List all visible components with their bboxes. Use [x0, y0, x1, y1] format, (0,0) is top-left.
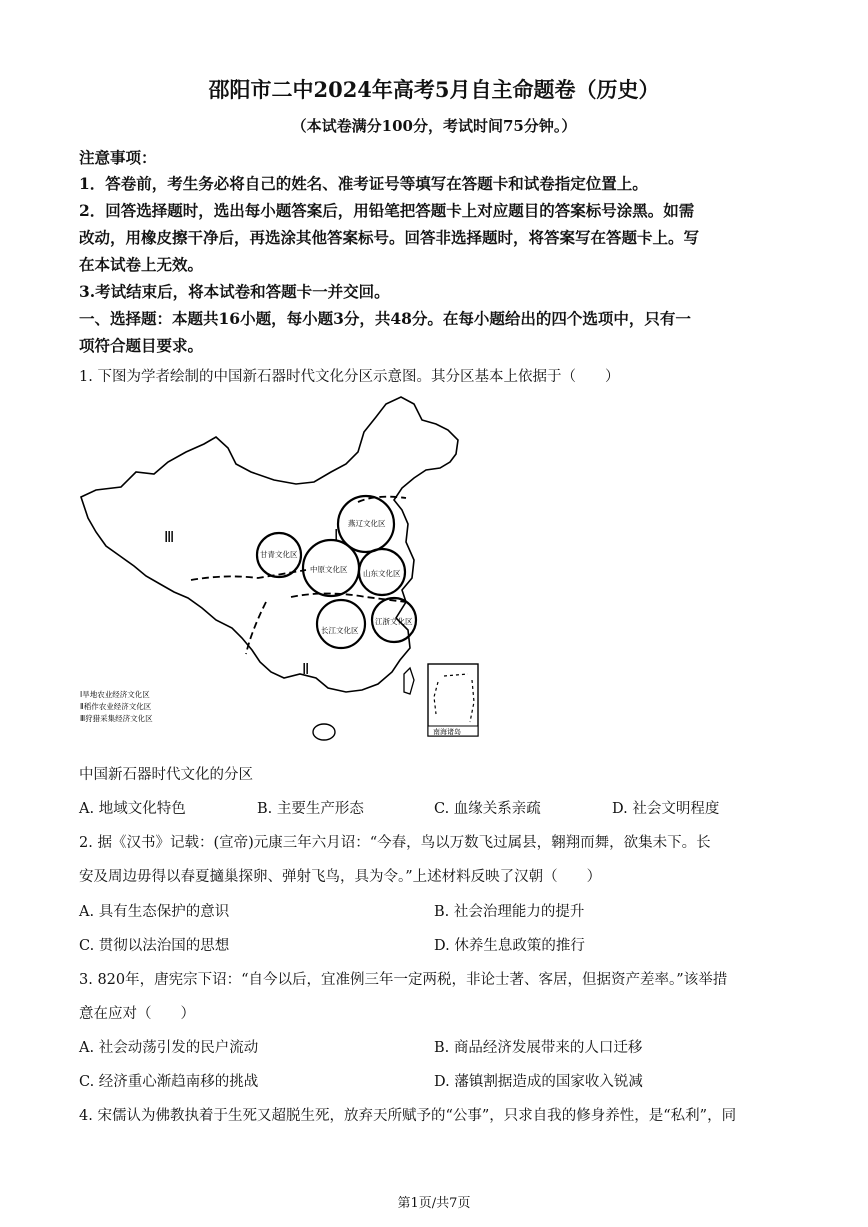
- notice-item: 2．回答选择题时，选出每小题答案后，用铅笔把答题卡上对应题目的答案标号涂黑。如需: [79, 201, 695, 220]
- map-caption: 中国新石器时代文化的分区: [79, 767, 253, 783]
- china-outline: [81, 397, 458, 692]
- question-3-stem: 3. 820年，唐宪宗下诏：“自今以后，宜准例三年一定两税，非论士著、客居，但据资产差率。”该举措: [79, 972, 728, 988]
- question-1-option-c[interactable]: C. 血缘关系亲疏: [434, 801, 541, 817]
- question-1-option-a[interactable]: A. 地域文化特色: [79, 801, 186, 817]
- question-3-stem-cont: 意在应对（ ）: [79, 1006, 195, 1022]
- question-2-option-b[interactable]: B. 社会治理能力的提升: [434, 904, 585, 920]
- culture-area-label: 甘青文化区: [260, 550, 298, 559]
- question-3-option-d[interactable]: D. 藩镇割据造成的国家收入锐减: [434, 1074, 643, 1090]
- question-2-option-a[interactable]: A. 具有生态保护的意识: [79, 904, 230, 920]
- map-legend-item: Ⅱ稻作农业经济文化区: [80, 702, 152, 711]
- question-2-option-d[interactable]: D. 休养生息政策的推行: [434, 938, 585, 954]
- notice-item: 改动，用橡皮擦干净后，再选涂其他答案标号。回答非选择题时，将答案写在答题卡上。写: [79, 228, 700, 247]
- region-label: Ⅰ: [334, 526, 339, 544]
- page-title: 邵阳市二中2024年高考5月自主命题卷（历史）: [208, 77, 660, 102]
- culture-area-label: 江浙文化区: [375, 617, 413, 626]
- page-number: 第1页/共7页: [397, 1196, 471, 1211]
- question-2-stem-cont: 安及周边毋得以春夏擿巢探卵、弹射飞鸟，具为令。”上述材料反映了汉朝（ ）: [79, 869, 602, 885]
- notice-item: 1．答卷前，考生务必将自己的姓名、准考证号等填写在答题卡和试卷指定位置上。: [79, 174, 648, 193]
- notice-heading: 注意事项：: [79, 148, 157, 167]
- neolithic-culture-map: [76, 392, 496, 748]
- notice-item: 3.考试结束后，将本试卷和答题卡一并交回。: [79, 282, 390, 301]
- map-legend-item: Ⅲ狩猎采集经济文化区: [80, 714, 153, 723]
- question-3-option-c[interactable]: C. 经济重心渐趋南移的挑战: [79, 1074, 259, 1090]
- notice-item: 在本试卷上无效。: [79, 255, 204, 274]
- culture-area-label: 长江文化区: [321, 626, 359, 635]
- section-heading-cont: 项符合题目要求。: [79, 336, 204, 355]
- question-4-stem: 4. 宋儒认为佛教执着于生死又超脱生死，放弃天所赋予的“公事”，只求自我的修身养性，是“私利”，同: [79, 1108, 737, 1124]
- culture-area-label: 中原文化区: [310, 565, 348, 574]
- section-heading: 一、选择题：本题共16小题，每小题3分，共48分。在每小题给出的四个选项中，只有一: [79, 309, 691, 328]
- question-2-option-c[interactable]: C. 贯彻以法治国的思想: [79, 938, 230, 954]
- question-1-option-d[interactable]: D. 社会文明程度: [612, 801, 720, 817]
- question-3-option-b[interactable]: B. 商品经济发展带来的人口迁移: [434, 1040, 643, 1056]
- region-label: Ⅲ: [164, 528, 175, 546]
- inset-label: 南海诸岛: [433, 728, 461, 736]
- culture-area-label: 山东文化区: [363, 569, 401, 578]
- map-legend-item: Ⅰ旱地农业经济文化区: [80, 690, 150, 699]
- page-subtitle: （本试卷满分100分，考试时间75分钟。）: [291, 117, 577, 135]
- question-3-option-a[interactable]: A. 社会动荡引发的民户流动: [79, 1040, 259, 1056]
- question-2-stem: 2. 据《汉书》记载：(宣帝)元康三年六月诏：“今春，鸟以万数飞过属县，翱翔而舞，欲集未下。长: [79, 835, 711, 851]
- culture-area-label: 燕辽文化区: [348, 519, 386, 528]
- question-1-option-b[interactable]: B. 主要生产形态: [257, 801, 364, 817]
- region-label: Ⅱ: [302, 660, 310, 678]
- question-1-stem: 1. 下图为学者绘制的中国新石器时代文化分区示意图。其分区基本上依据于（ ）: [79, 369, 620, 385]
